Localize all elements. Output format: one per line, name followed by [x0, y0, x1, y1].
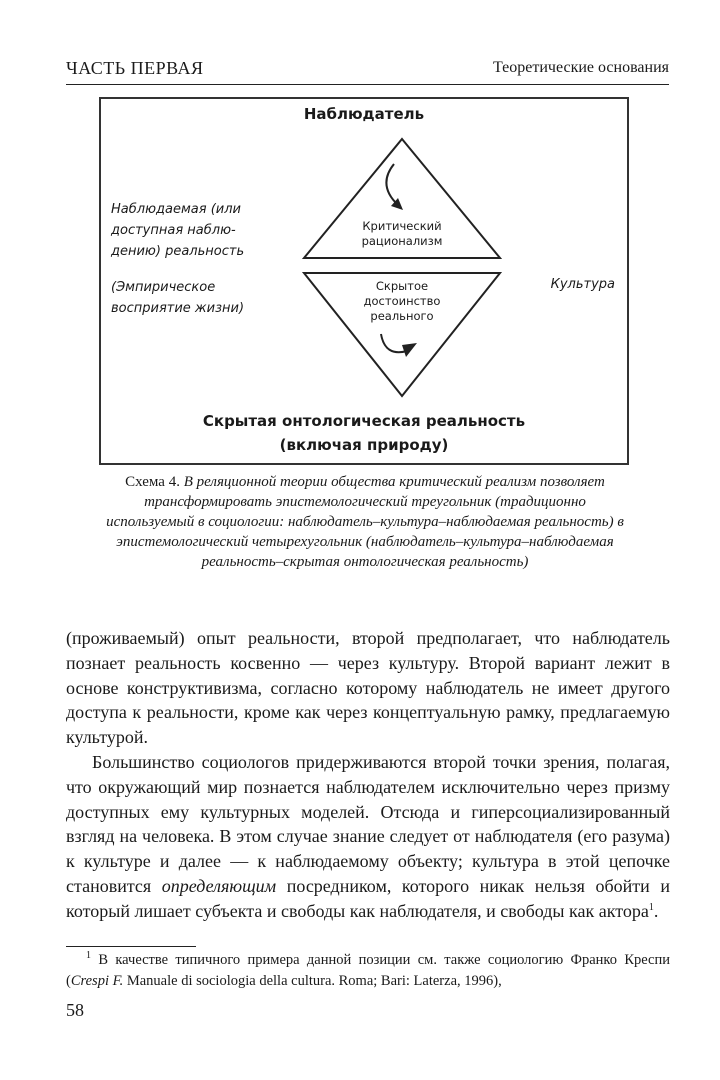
page-number: 58	[66, 1000, 84, 1020]
body-text	[66, 626, 670, 924]
paragraph-2-emphasis: определяющим	[161, 875, 277, 896]
observed-reality-line-2: доступная наблю-	[111, 223, 236, 238]
observed-reality-line-1: Наблюдаемая (или	[111, 202, 241, 217]
running-head	[66, 58, 669, 85]
lower-cycle-arrow	[381, 334, 407, 352]
caption-label: Схема 4.	[125, 474, 180, 490]
critical-rationalism-label	[342, 219, 462, 249]
part-title: ЧАСТЬ ПЕРВАЯ	[66, 58, 204, 78]
footnote-number: 1	[86, 950, 91, 962]
hidden-dignity-line-3: реального	[370, 309, 434, 323]
figure-caption	[100, 472, 630, 572]
observer-label: Наблюдатель	[303, 105, 425, 123]
empirical-line-1: (Эмпирическое	[111, 280, 216, 295]
hidden-reality-sublabel: (включая природу)	[279, 436, 449, 454]
paragraph-2-part-b: посредником, которого никак нельзя обойти и который лишает субъекта и свободы как наблюдателя, и свободы как актора	[66, 875, 670, 921]
culture-label: Культура	[550, 277, 615, 292]
observed-reality-label	[111, 199, 261, 262]
empirical-perception-label	[111, 277, 261, 319]
hidden-dignity-line-1: Скрытое	[375, 279, 429, 293]
observed-reality-line-3: дению) реальность	[111, 244, 245, 259]
footnote-text-a: В качестве типичного примера данной позиции см. также социологию Франко Креспи (	[66, 952, 670, 989]
footnote-ref[interactable]: 1	[648, 901, 654, 913]
hidden-dignity-line-2: достоинство	[363, 294, 441, 308]
paragraph-1: (проживаемый) опыт реальности, второй предполагает, что наблюдатель познает реальность косвенно — через культуру. Второй вариант лежит в основе конструктивизма, согласно которому наблюдатель не имеет другого доступа к реальности, кроме как через концептуальную рамку, предлагаемую культурой.	[66, 628, 670, 748]
paragraph-2-end: .	[653, 900, 659, 921]
critical-rationalism-line-2: рационализм	[361, 234, 443, 248]
empirical-line-2: восприятие жизни)	[111, 301, 245, 316]
hidden-reality-label: Скрытая онтологическая реальность	[202, 412, 526, 430]
upper-cycle-arrow	[386, 164, 398, 205]
footnote	[66, 950, 670, 992]
diagram	[99, 97, 629, 465]
critical-rationalism-line-1: Критический	[362, 219, 442, 233]
section-title: Теоретические основания	[493, 59, 669, 76]
paragraph-2	[66, 750, 670, 924]
caption-text: В реляционной теории общества критический реализм позволяет трансформировать эпистемологический треугольник (традиционно используемый в социологии: наблюдатель–культура–наблюдаемая реальность) в эпистемологический четырехугольник (наблюдатель–культура–наблюдаемая реальность–скрытая онтологическая реальность)	[106, 474, 624, 570]
paragraph-2-part-a: Большинство социологов придерживаются второй точки зрения, полагая, что окружающий мир познается наблюдателем исключительно через призму доступных ему культурных моделей. Отсюда и гиперсоциализированный взгляд на человека. В этом случае знание следует от наблюдателя (его разума) к культуре и далее — к наблюдаемому объекту; культура в этой цепочке становится	[66, 751, 670, 896]
footnote-divider	[66, 946, 196, 947]
footnote-text-b: Manuale di sociologia della cultura. Roma; Bari: Laterza, 1996),	[123, 973, 502, 989]
footnote-author: Crespi F.	[70, 973, 124, 989]
hidden-dignity-label	[342, 279, 462, 324]
